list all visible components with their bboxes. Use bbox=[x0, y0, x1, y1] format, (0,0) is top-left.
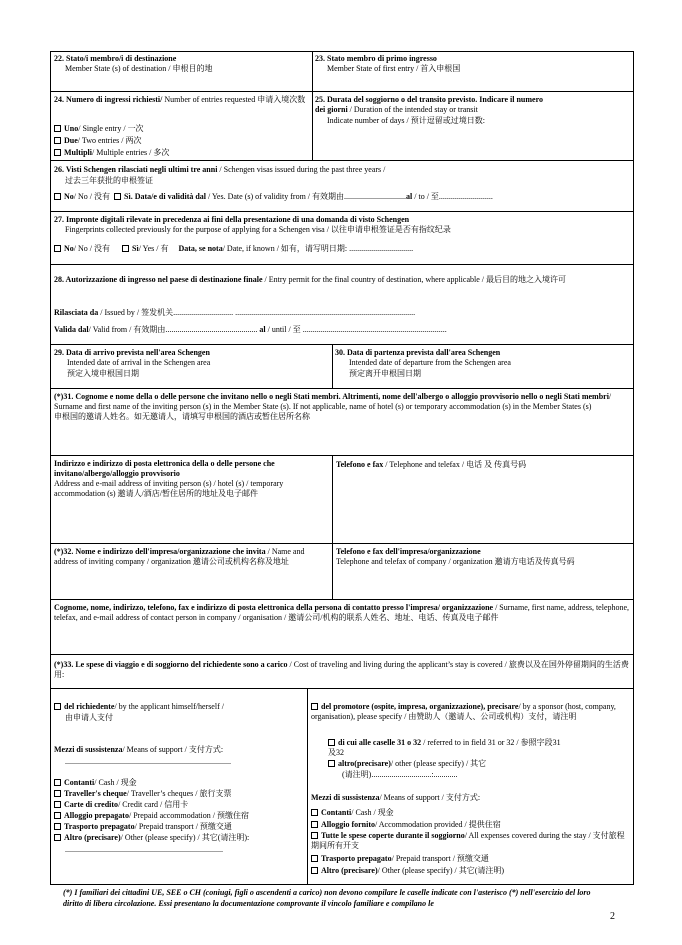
sponsor-field31-32-label: di cui alle caselle 31 o 32 bbox=[338, 738, 422, 747]
cost-applicant-box bbox=[50, 688, 308, 885]
sponsor-transport-checkbox[interactable] bbox=[311, 855, 318, 862]
applicant-credit-card-desc: / Credit card / 信用卡 bbox=[118, 800, 189, 809]
visa-al-label: al bbox=[406, 192, 413, 201]
field-23-box[interactable] bbox=[312, 51, 634, 92]
field-31-desc: / Surname and first name of the inviting person (s) in the Member State (s). If not applicable, name of hotel (s) or temporary accommodation (s) in the Member States (s) bbox=[54, 392, 612, 411]
field-22-label: 22. Stato/i membro/i di destinazione bbox=[54, 54, 177, 63]
inviting-phone-desc: / Telephone and telefax / 电话 及 传真号码 bbox=[383, 460, 527, 469]
fingerprint-no-label: No bbox=[64, 244, 74, 253]
applicant-cheques-checkbox[interactable] bbox=[54, 790, 61, 797]
field-24-box bbox=[50, 91, 313, 161]
valid-until-desc: / until / 至 ........................................................................ bbox=[265, 325, 447, 334]
applicant-other-dots: ............................................................................... bbox=[65, 845, 223, 854]
by-sponsor-label: del promotore (ospite, impresa, organizzazione), precisare bbox=[321, 702, 519, 711]
field-27-box bbox=[50, 211, 634, 265]
applicant-cash-label: Contanti bbox=[64, 778, 95, 787]
field-25-desc: / Duration of the intended stay or transit bbox=[347, 105, 478, 114]
company-phone-desc: Telephone and telefax of company / organization 邀请方电话及传真号码 bbox=[336, 557, 575, 566]
field-28-box bbox=[50, 264, 634, 345]
field-26-desc: / Schengen visas issued during the past three years / bbox=[217, 165, 386, 174]
multiple-entries-label: Multipli bbox=[64, 148, 93, 157]
issued-by-label: Rilasciata da bbox=[54, 308, 99, 317]
applicant-other-desc: / Other (please specify) / 其它(请注明): bbox=[120, 833, 250, 842]
applicant-cash-checkbox[interactable] bbox=[54, 779, 61, 786]
applicant-accommodation-checkbox[interactable] bbox=[54, 812, 61, 819]
sponsor-all-expenses-label: Tutte le spese coperte durante il soggiorno bbox=[321, 831, 465, 840]
applicant-cheques-desc: / Traveller’s cheques / 旅行支票 bbox=[126, 789, 232, 798]
sponsor-cash-desc: / Cash / 现金 bbox=[351, 808, 394, 817]
sponsor-field31-32-desc: / referred to in field 31 or 32 / 参照字段31及32 bbox=[328, 738, 561, 757]
sponsor-means-desc: / Means of support / 支付方式: bbox=[379, 793, 481, 802]
valid-from-field[interactable] bbox=[54, 325, 447, 335]
by-sponsor-desc: / by a sponsor (host, company, organisation), please specify / 由赞助人（邀请人、公司或机构）支付，请注明 bbox=[311, 702, 616, 721]
single-entry-desc: / Single entry / 一次 bbox=[78, 124, 144, 133]
sponsor-other-dots: ....................................................... bbox=[322, 878, 432, 887]
single-entry-label: Uno bbox=[64, 124, 79, 133]
by-applicant-checkbox[interactable] bbox=[54, 703, 61, 710]
applicant-means-desc: / Means of support / 支付方式: bbox=[122, 745, 224, 754]
field-26-sub: 过去三年获批的申根签证 bbox=[65, 176, 153, 185]
field-26-box bbox=[50, 160, 634, 212]
sponsor-other-means-desc: / Other (please specify) / 其它(请注明) bbox=[377, 866, 505, 875]
applicant-transport-desc: / Prepaid transport / 预缴交通 bbox=[134, 822, 232, 831]
cost-sponsor-box bbox=[307, 688, 634, 885]
field-24-label: 24. Numero di ingressi richiesti/ bbox=[54, 95, 163, 104]
sponsor-all-expenses-checkbox[interactable] bbox=[311, 832, 318, 839]
field-30-label: 30. Data di partenza prevista dall'area Schengen bbox=[335, 348, 501, 357]
field-32-box[interactable] bbox=[50, 543, 333, 600]
field-30-sub1: Intended date of departure from the Schengen area bbox=[349, 358, 511, 367]
field-22-box[interactable] bbox=[50, 51, 313, 92]
applicant-means-dots: ................................................................................... bbox=[65, 757, 231, 766]
fingerprint-no-desc: / No / 没有 bbox=[73, 244, 111, 253]
field-32-label: (*)32. Nome e indirizzo dell'impresa/organizzazione che invita bbox=[54, 547, 266, 556]
fingerprint-date-label: Data, se nota bbox=[178, 244, 223, 253]
company-phone-box[interactable] bbox=[332, 543, 634, 600]
applicant-credit-card-checkbox[interactable] bbox=[54, 801, 61, 808]
field-31-zh: 申根国的邀请人姓名。如无邀请人，请填写申根国的酒店或暂住居所名称 bbox=[54, 412, 310, 421]
field-27-sub: Fingerprints collected previously for the purpose of applying for a Schengen visa / 以往申请申根签证是否有指纹纪录 bbox=[65, 225, 451, 234]
field-25-sub: Indicate number of days / 预计逗留或过境日数: bbox=[327, 116, 485, 125]
sponsor-other-label: altro(precisare) bbox=[338, 759, 391, 768]
field-32-desc: / Name and address of inviting company / organization 邀请公司或机构名称及地址 bbox=[54, 547, 305, 566]
fingerprint-yes-desc: / Yes / 有 bbox=[138, 244, 169, 253]
sponsor-other-means-label: Altro (precisare) bbox=[321, 866, 378, 875]
applicant-transport-checkbox[interactable] bbox=[54, 823, 61, 830]
footnote: (*) I familiari dei cittadini UE, SEE o CH (coniugi, figli o ascendenti a carico) non devono compilare le caselle indicate con l'asterisco (*) nell'esercizio del loro diritto di libera circolazione. Essi presentano la documentazione comprovante il vincolo familiare e compilano le bbox=[63, 888, 591, 908]
field-27-label: 27. Impronte digitali rilevate in precedenza ai fini della presentazione di una domanda di visto Schengen bbox=[54, 215, 410, 224]
single-entry-checkbox[interactable] bbox=[54, 125, 61, 132]
visa-no-desc: / No / 没有 bbox=[73, 192, 111, 201]
field-25-box[interactable] bbox=[312, 91, 634, 161]
sponsor-cash-checkbox[interactable] bbox=[311, 809, 318, 816]
two-entries-label: Due bbox=[64, 136, 78, 145]
field-29-sub2: 预定入境申根国日期 bbox=[67, 369, 139, 378]
sponsor-cash-label: Contanti bbox=[321, 808, 352, 817]
sponsor-other-desc: / other (please specify) / 其它 bbox=[390, 759, 487, 768]
applicant-credit-card-label: Carte di credito bbox=[64, 800, 119, 809]
visa-to-desc: / to / 至........................... bbox=[412, 192, 493, 201]
field-33-box bbox=[50, 654, 634, 689]
sponsor-accommodation-label: Alloggio fornito bbox=[321, 820, 375, 829]
field-30-box[interactable] bbox=[332, 344, 634, 389]
fingerprint-yes-label: Sì bbox=[132, 244, 139, 253]
applicant-means-label: Mezzi di sussistenza bbox=[54, 745, 123, 754]
field-29-box[interactable] bbox=[50, 344, 333, 389]
visa-yes-checkbox[interactable] bbox=[114, 193, 121, 200]
inviting-phone-label: Telefono e fax bbox=[336, 460, 384, 469]
sponsor-accommodation-checkbox[interactable] bbox=[311, 821, 318, 828]
valid-al-label: al bbox=[259, 325, 266, 334]
field-28-desc: / Entry permit for the final country of destination, where applicable / 最后目的地之入境许可 bbox=[262, 275, 566, 284]
inviting-address-label: Indirizzo e indirizzo di posta elettronica della o delle persone che invitano/albergo/alloggio provvisorio bbox=[54, 459, 275, 478]
field-23-sub: Member State of first entry / 首入申根国 bbox=[327, 64, 461, 73]
sponsor-means-label: Mezzi di sussistenza bbox=[311, 793, 380, 802]
sponsor-accommodation-desc: / Accommodation provided / 提供住宿 bbox=[375, 820, 501, 829]
sponsor-other-zh: (请注明)..............................:............ bbox=[342, 770, 458, 779]
issued-by-field[interactable] bbox=[54, 308, 415, 318]
field-26-label: 26. Visti Schengen rilasciati negli ultimi tre anni bbox=[54, 165, 218, 174]
field-22-sub: Member State (s) of destination / 申根目的地 bbox=[65, 64, 213, 73]
multiple-entries-checkbox[interactable] bbox=[54, 149, 61, 156]
issued-by-desc: / Issued by / 签发机关.............................. .......................................................................................... bbox=[98, 308, 416, 317]
field-33-desc: / Cost of traveling and living during the applicant’s stay is covered / 旅费以及在国外停留期间的生活费用: bbox=[54, 660, 629, 679]
field-23-label: 23. Stato membro di primo ingresso bbox=[315, 54, 437, 63]
by-applicant-desc: / by the applicant himself/herself / bbox=[114, 702, 224, 711]
contact-person-label: Cognome, nome, indirizzo, telefono, fax e indirizzo di posta elettronica della persona di contatto presso l'impresa/ organizzazione bbox=[54, 603, 494, 612]
applicant-accommodation-desc: / Prepaid accommodation / 预缴住宿 bbox=[128, 811, 249, 820]
sponsor-all-expenses-desc: / All expenses covered during the stay / 支付旅程期间所有开支 bbox=[311, 831, 625, 850]
field-30-sub2: 预定离开申根国日期 bbox=[349, 369, 421, 378]
fingerprint-date-desc: / Date, if known / 如有，请写明日期: ................................ bbox=[222, 244, 414, 253]
field-31-box[interactable] bbox=[50, 388, 634, 456]
sponsor-field31-32-checkbox[interactable] bbox=[328, 739, 335, 746]
applicant-other-checkbox[interactable] bbox=[54, 834, 61, 841]
two-entries-checkbox[interactable] bbox=[54, 137, 61, 144]
fingerprint-yes-checkbox[interactable] bbox=[122, 245, 129, 252]
applicant-other-label: Altro (precisare) bbox=[64, 833, 121, 842]
field-24-desc: Number of entries requested 申请入境次数 bbox=[162, 95, 306, 104]
field-31-label: (*)31. Cognome e nome della o delle persone che invitano nello o negli Stati membri. Altrimenti, nome dell'albergo o alloggio provvisorio nello o negli Stati membri bbox=[54, 392, 609, 401]
sponsor-transport-desc: / Prepaid transport / 预缴交通 bbox=[391, 854, 489, 863]
applicant-cheques-label: Traveller's cheque bbox=[64, 789, 127, 798]
valid-from-label: Valida dal bbox=[54, 325, 89, 334]
visa-no-checkbox[interactable] bbox=[54, 193, 61, 200]
visa-yes-label: Sì. Data/e di validità dal bbox=[124, 192, 207, 201]
inviting-address-desc: Address and e-mail address of inviting person (s) / hotel (s) / temporary accommodation (s) 邀请人/酒店/暂住居所的地址及电子邮件 bbox=[54, 479, 284, 498]
page-number: 2 bbox=[610, 911, 615, 922]
field-25-label: 25. Durata del soggiorno o del transito previsto. Indicare il numero dei giorni bbox=[315, 95, 543, 114]
contact-person-box[interactable] bbox=[50, 599, 634, 655]
valid-from-desc: / Valid from / 有效期由.............................................. bbox=[88, 325, 258, 334]
inviting-phone-box[interactable] bbox=[332, 455, 634, 544]
by-applicant-zh: 由申请人支付 bbox=[65, 713, 113, 722]
fingerprint-no-checkbox[interactable] bbox=[54, 245, 61, 252]
multiple-entries-desc: / Multiple entries / 多次 bbox=[92, 148, 170, 157]
visa-no-label: No bbox=[64, 192, 74, 201]
applicant-accommodation-label: Alloggio prepagato bbox=[64, 811, 129, 820]
applicant-transport-label: Trasporto prepagato bbox=[64, 822, 135, 831]
sponsor-other-means-checkbox[interactable] bbox=[311, 867, 318, 874]
field-28-label: 28. Autorizzazione di ingresso nel paese di destinazione finale bbox=[54, 275, 263, 284]
contact-person-desc: / Surname, first name, address, telephone, telefax, and e-mail address of contact person in company / organisation / 邀请公司/机构的联系人姓名、地址、电话、传真及电子邮件 bbox=[54, 603, 630, 622]
inviting-address-box[interactable] bbox=[50, 455, 333, 544]
field-29-label: 29. Data di arrivo prevista nell'area Schengen bbox=[54, 348, 210, 357]
company-phone-label: Telefono e fax dell'impresa/organizzazione bbox=[336, 547, 481, 556]
two-entries-desc: / Two entries / 两次 bbox=[77, 136, 142, 145]
field-33-label: (*)33. Le spese di viaggio e di soggiorno del richiedente sono a carico bbox=[54, 660, 288, 669]
sponsor-transport-label: Trasporto prepagato bbox=[321, 854, 392, 863]
sponsor-other-checkbox[interactable] bbox=[328, 760, 335, 767]
visa-yes-desc: / Yes. Date (s) of validity from / 有效期由............................... bbox=[206, 192, 407, 201]
by-sponsor-checkbox[interactable] bbox=[311, 703, 318, 710]
applicant-cash-desc: / Cash / 现金 bbox=[94, 778, 137, 787]
by-applicant-label: del richiedente bbox=[64, 702, 115, 711]
field-29-sub1: Intended date of arrival in the Schengen area bbox=[67, 358, 211, 367]
